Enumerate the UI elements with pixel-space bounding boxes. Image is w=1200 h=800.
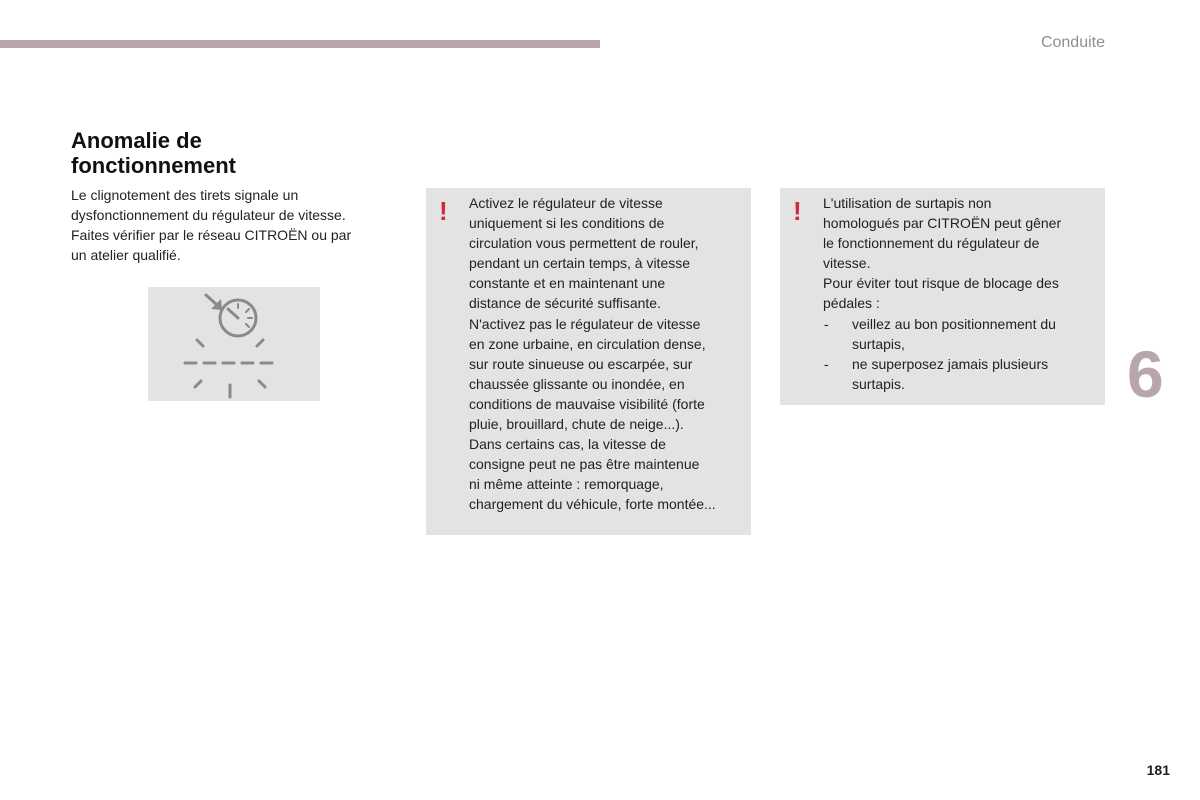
bullet-dash: - — [824, 355, 829, 372]
page-heading — [71, 128, 371, 178]
section-title: Conduite — [1040, 34, 1105, 51]
intro-line: un atelier qualifié. — [71, 247, 181, 263]
note-line: pédales : — [823, 295, 880, 312]
heading-line: fonctionnement — [71, 153, 236, 178]
heading-line: Anomalie de — [71, 128, 202, 153]
intro-line: dysfonctionnement du régulateur de vitesse. — [71, 207, 346, 223]
intro-line: Faites vérifier par le réseau CITROËN ou par — [71, 227, 352, 243]
bullet-dash: - — [824, 315, 829, 332]
speed-limiter-figure — [148, 287, 320, 401]
intro-paragraph — [71, 185, 396, 265]
note-line: consigne peut ne pas être maintenue — [469, 456, 700, 473]
note-line: vitesse. — [823, 255, 871, 272]
bullet-line: surtapis, — [852, 335, 905, 352]
note-line: homologués par CITROËN peut gêner — [823, 215, 1062, 232]
note-line: chargement du véhicule, forte montée... — [469, 496, 716, 513]
note-line: sur route sinueuse ou escarpée, sur — [469, 355, 693, 372]
note-line: le fonctionnement du régulateur de — [823, 235, 1040, 252]
bullet-item — [823, 354, 1098, 394]
bullet-line: ne superposez jamais plusieurs — [852, 355, 1049, 372]
note-line: L'utilisation de surtapis non — [823, 195, 992, 211]
note-line: circulation vous permettent de rouler, — [469, 235, 699, 252]
warning-note-floor-mats — [780, 188, 1105, 405]
warning-note-text — [823, 193, 1098, 394]
warning-note-cruise-control — [426, 188, 751, 535]
note-line: uniquement si les conditions de — [469, 215, 665, 232]
bullet-line: veillez au bon positionnement du — [852, 315, 1056, 332]
note-line: chaussée glissante ou inondée, en — [469, 375, 685, 392]
note-line: Dans certains cas, la vitesse de — [469, 436, 666, 453]
note-line: conditions de mauvaise visibilité (forte — [469, 395, 705, 412]
note-line: en zone urbaine, en circulation dense, — [469, 335, 706, 352]
note-line: Activez le régulateur de vitesse — [469, 195, 663, 211]
bullet-item — [823, 314, 1098, 354]
note-line: constante et en maintenant une — [469, 275, 666, 292]
note-line: pluie, brouillard, chute de neige...). — [469, 416, 684, 433]
chapter-number: 6 — [1127, 337, 1164, 411]
intro-line: Le clignotement des tirets signale un — [71, 187, 299, 203]
header-accent-bar — [0, 40, 600, 48]
note-line: Pour éviter tout risque de blocage des — [823, 275, 1059, 292]
note-line: N'activez pas le régulateur de vitesse — [469, 315, 701, 332]
speed-limiter-dashes-flashing-icon — [148, 287, 320, 401]
warning-exclamation-icon: ! — [793, 196, 802, 226]
warning-note-text — [469, 193, 744, 515]
warning-exclamation-icon: ! — [439, 196, 448, 226]
note-line: distance de sécurité suffisante. — [469, 295, 661, 312]
note-line: ni même atteinte : remorquage, — [469, 476, 664, 493]
note-line: pendant un certain temps, à vitesse — [469, 255, 691, 272]
bullet-line: surtapis. — [852, 375, 905, 392]
page-number: 181 — [1146, 762, 1170, 778]
